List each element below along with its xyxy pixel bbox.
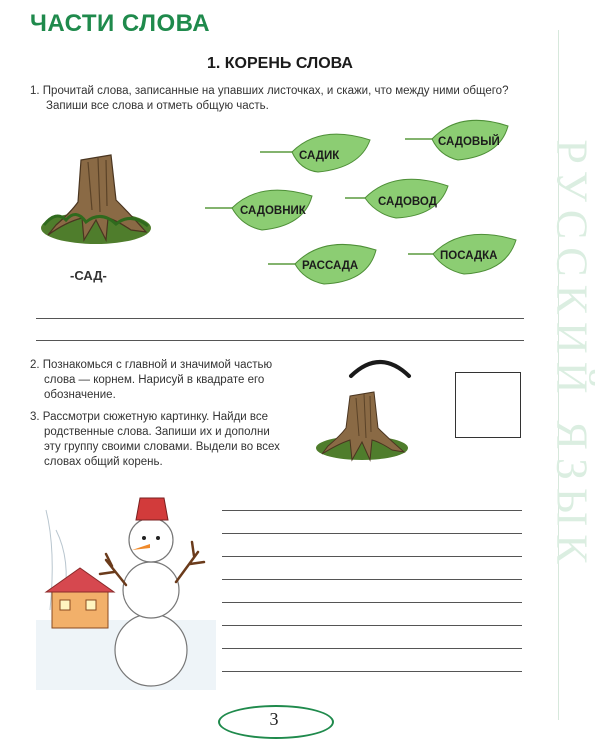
task2-text [30,358,300,403]
task3-line: словах общий корень. [44,456,163,468]
side-strip-text: РУССКИЙ ЯЗЫК [547,139,597,572]
page-header-title: ЧАСТИ СЛОВА [30,10,211,37]
task3-text [30,410,310,470]
task1-line2: Запиши все слова и отметь общую часть. [46,100,269,112]
house-illustration [46,568,114,628]
section-title: 1. КОРЕНЬ СЛОВА [207,55,353,72]
leaf-word-4: САДОВОД [378,196,437,208]
root-symbol-arc-icon [345,352,415,382]
answer-line[interactable] [36,340,524,341]
task3-line: родственные слова. Запиши их и дополни [44,426,270,438]
task2-line: слова — корнем. Нарисуй в квадрате его [44,374,265,386]
root-word-label: -САД- [70,268,107,283]
task1-text [30,84,550,114]
answer-line[interactable] [222,671,522,672]
leaf-word-1: САДИК [299,150,340,162]
drawing-box[interactable] [455,372,521,438]
page-number: 3 [269,709,279,729]
task3-line: 3. Рассмотри сюжетную картинку. Найди все [30,411,269,423]
answer-line[interactable] [36,318,524,319]
answer-line[interactable] [222,556,522,557]
leaf-word-5: РАССАДА [302,260,359,272]
tree-stump-icon [36,140,156,250]
task3-line: эту группу своими словами. Выдели во всех [44,441,280,453]
task2-line: обозначение. [44,389,116,401]
answer-line[interactable] [222,533,522,534]
snowman-illustration [36,490,216,690]
tree-stump-icon [312,382,412,464]
answer-line[interactable] [222,602,522,603]
answer-line[interactable] [222,510,522,511]
side-decorative-strip [547,0,600,750]
task2-line: 2. Познакомься с главной и значимой частью [30,359,273,371]
answer-line[interactable] [222,579,522,580]
leaf-word-3: САДОВНИК [240,205,306,217]
answer-line[interactable] [222,648,522,649]
answer-line[interactable] [222,625,522,626]
task1-line1: 1. Прочитай слова, записанные на упавших листочках, и скажи, что между ними общего? [30,85,509,97]
leaf-word-2: САДОВЫЙ [438,136,500,148]
leaf-word-6: ПОСАДКА [440,250,498,262]
